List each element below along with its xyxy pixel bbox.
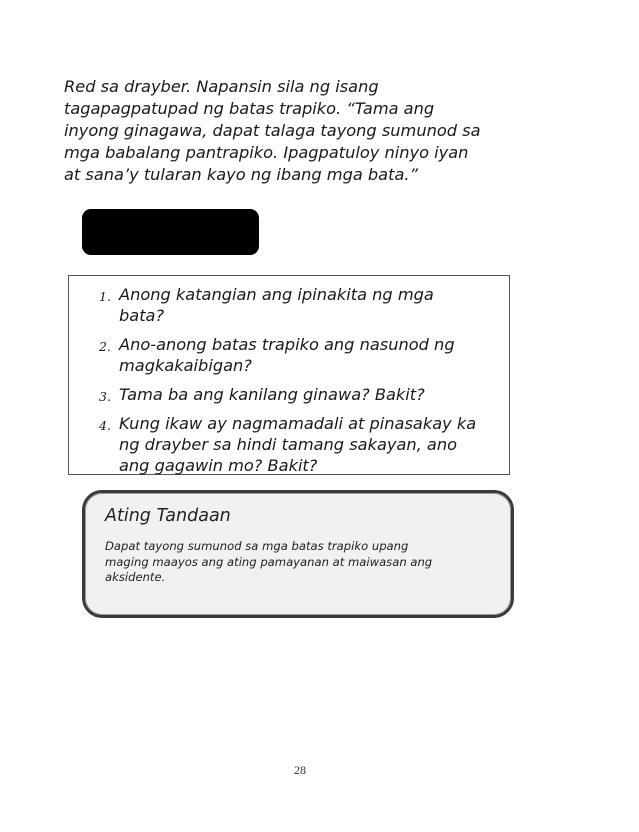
page-number: 28 bbox=[294, 763, 306, 777]
question-line: Ano-anong batas trapiko ang nasunod ng bbox=[119, 335, 455, 354]
question-number: 2. bbox=[99, 339, 111, 354]
question-item bbox=[69, 284, 509, 326]
passage-line: mga babalang pantrapiko. Ipagpatuloy ninyo iyan bbox=[64, 143, 469, 162]
question-line: Anong katangian ang ipinakita ng mga bbox=[119, 285, 434, 304]
question-line: ng drayber sa hindi tamang sakayan, ano bbox=[119, 435, 457, 454]
story-passage bbox=[64, 76, 534, 186]
question-line: ang gagawin mo? Bakit? bbox=[119, 456, 318, 475]
question-number: 3. bbox=[99, 389, 111, 404]
remember-line: aksidente. bbox=[105, 570, 166, 584]
question-line: Tama ba ang kanilang ginawa? Bakit? bbox=[119, 385, 425, 404]
passage-line: at sana’y tularan kayo ng ibang mga bata.” bbox=[64, 165, 418, 184]
remember-line: maging maayos ang ating pamayanan at maiwasan ang bbox=[105, 554, 433, 569]
passage-line: tagapagpatupad ng batas trapiko. “Tama ang bbox=[64, 99, 435, 118]
question-line: Kung ikaw ay nagmamadali at pinasakay ka bbox=[119, 414, 477, 433]
question-line: bata? bbox=[119, 306, 165, 325]
remember-line: Dapat tayong sumunod sa mga batas trapiko upang bbox=[105, 539, 409, 553]
question-item bbox=[69, 384, 509, 405]
question-number: 1. bbox=[99, 289, 111, 304]
question-item bbox=[69, 334, 509, 376]
question-list bbox=[69, 276, 509, 476]
questions-box bbox=[68, 275, 510, 475]
passage-line: inyong ginagawa, dapat talaga tayong sumunod sa bbox=[64, 121, 481, 140]
question-item bbox=[69, 413, 509, 476]
question-line: magkakaibigan? bbox=[119, 356, 252, 375]
remember-title: Ating Tandaan bbox=[105, 506, 231, 526]
question-number: 4. bbox=[99, 418, 111, 433]
section-header-tab bbox=[82, 209, 259, 255]
passage-line: Red sa drayber. Napansin sila ng isang bbox=[64, 77, 379, 96]
remember-text bbox=[105, 539, 490, 586]
remember-box bbox=[82, 490, 514, 618]
